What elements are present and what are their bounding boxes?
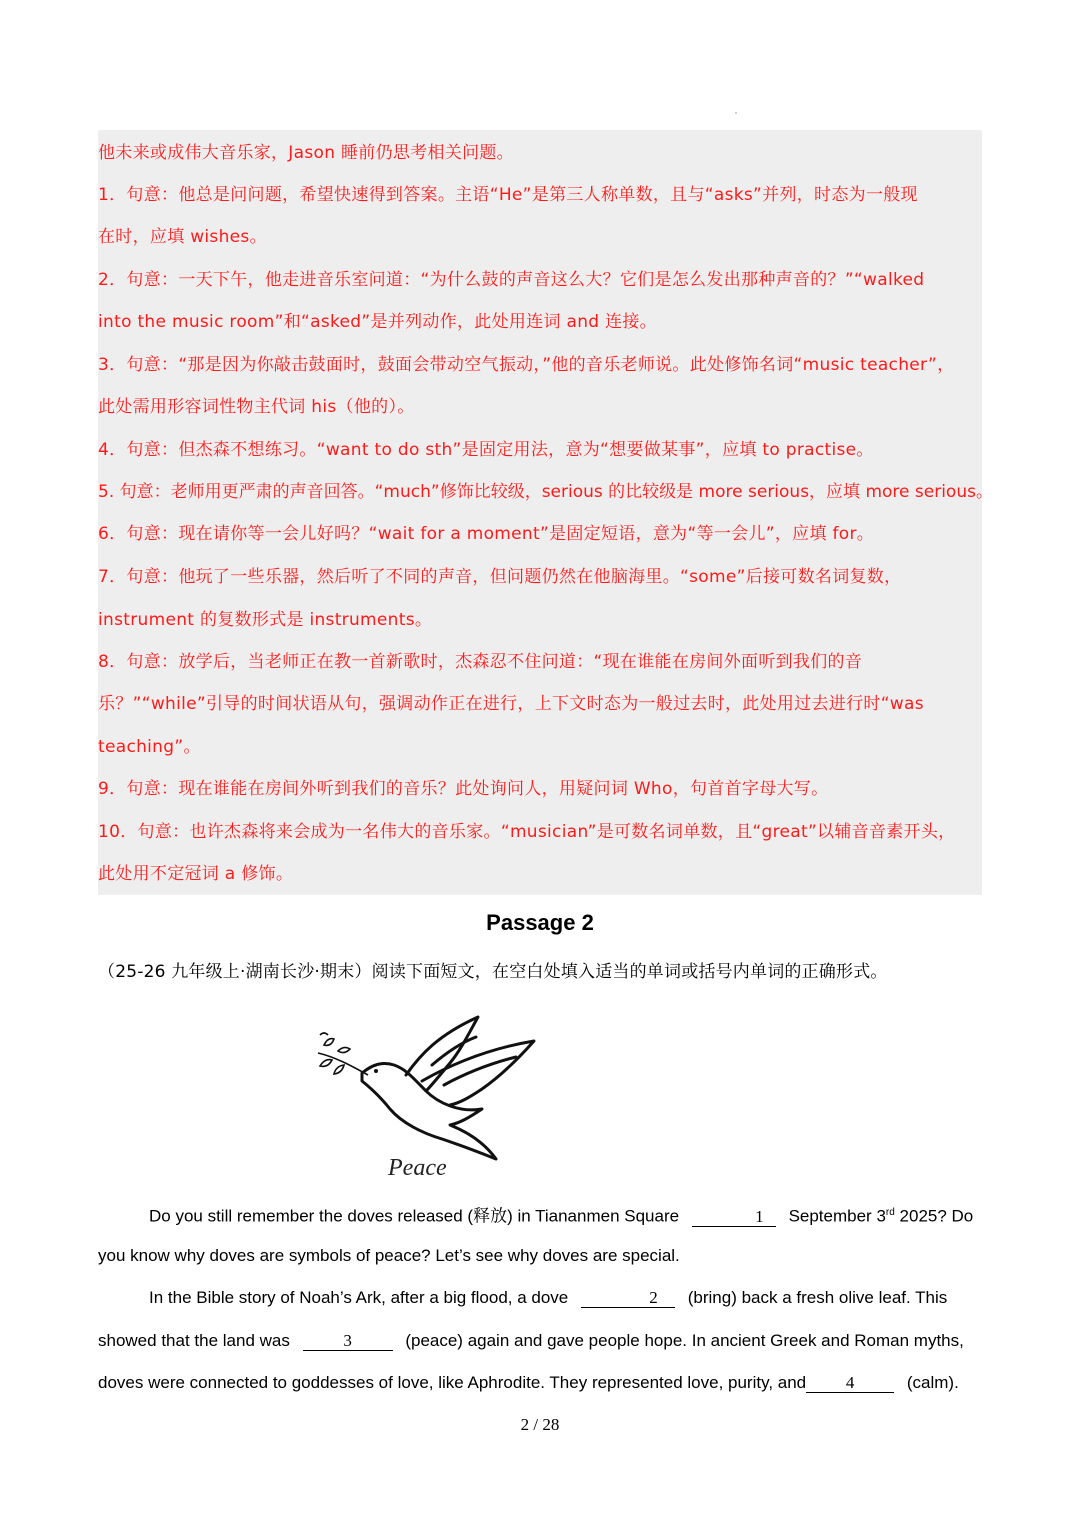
passage-title: Passage 2 bbox=[486, 910, 594, 935]
answer-line: 3．句意：“那是因为你敲击鼓面时，鼓面会带动空气振动，”他的音乐老师说。此处修饰名词“music teacher”， bbox=[98, 355, 955, 375]
answer-line: 此处需用形容词性物主代词 his（他的）。 bbox=[98, 397, 415, 417]
answer-line: 9．句意：现在谁能在房间外听到我们的音乐？此处询问人，用疑问词 Who，句首首字母大写。 bbox=[98, 779, 829, 799]
answer-line: teaching”。 bbox=[98, 737, 201, 757]
answer-line: 6．句意：现在请你等一会儿好吗？“wait for a moment”是固定短语，意为“等一会儿”，应填 for。 bbox=[98, 524, 875, 544]
passage-paragraph-line: In the Bible story of Noah’s Ark, after a big flood, a dove 2 (bring) back a fresh olive leaf. This bbox=[149, 1288, 948, 1307]
dove-eye-icon bbox=[374, 1069, 378, 1073]
answer-line: 4．句意：但杰森不想练习。“want to do sth”是固定用法，意为“想要做某事”，应填 to practise。 bbox=[98, 440, 874, 460]
answer-line: 7．句意：他玩了一些乐器，然后听了不同的声音，但问题仍然在他脑海里。“some”后接可数名词复数， bbox=[98, 567, 902, 587]
blank-3[interactable]: 3 bbox=[303, 1332, 393, 1351]
answer-line: 1．句意：他总是问问题，希望快速得到答案。主语“He”是第三人称单数，且与“asks”并列，时态为一般现 bbox=[98, 185, 918, 205]
peace-dove-image bbox=[310, 1005, 545, 1185]
answer-line: 乐？”“while”引导的时间状语从句，强调动作正在进行，上下文时态为一般过去时，此处用过去进行时“was bbox=[98, 694, 924, 714]
answer-line: instrument 的复数形式是 instruments。 bbox=[98, 610, 433, 630]
answer-line: 此处用不定冠词 a 修饰。 bbox=[98, 864, 294, 884]
blank-1[interactable]: 1 bbox=[692, 1208, 776, 1227]
answer-line: 10．句意：也许杰森将来会成为一名伟大的音乐家。“musician”是可数名词单数，且“great”以辅音音素开头， bbox=[98, 822, 956, 842]
answer-line: 8．句意：放学后，当老师正在教一首新歌时，杰森忍不住问道：“现在谁能在房间外面听到我们的音 bbox=[98, 652, 863, 672]
answer-line: into the music room”和“asked”是并列动作，此处用连词 and 连接。 bbox=[98, 312, 657, 332]
blank-4[interactable]: 4 bbox=[806, 1374, 894, 1393]
blank-2[interactable]: 2 bbox=[581, 1289, 675, 1308]
olive-branch-icon bbox=[318, 1033, 368, 1075]
answer-line: 在时，应填 wishes。 bbox=[98, 227, 267, 247]
peace-caption: Peace bbox=[388, 1155, 447, 1181]
scan-dot bbox=[735, 112, 737, 114]
passage-paragraph-line: Do you still remember the doves released (释放) in Tiananmen Square 1 September 3rd 2025? Do bbox=[149, 1206, 974, 1226]
passage-instruction: （25-26 九年级上·湖南长沙·期末）阅读下面短文，在空白处填入适当的单词或括号内单词的正确形式。 bbox=[98, 962, 888, 982]
answer-line: 5. 句意：老师用更严肃的声音回答。“much”修饰比较级，serious 的比较级是 more serious，应填 more serious。 bbox=[98, 482, 993, 502]
page-number: 2 / 28 bbox=[520, 1415, 560, 1434]
answer-line: 2．句意：一天下午，他走进音乐室问道：“为什么鼓的声音这么大？它们是怎么发出那种声音的？”“walked bbox=[98, 270, 925, 290]
passage-paragraph-line: doves were connected to goddesses of love, like Aphrodite. They represented love, purity, and 4 (calm). bbox=[98, 1373, 959, 1392]
passage-paragraph-line: you know why doves are symbols of peace? Let’s see why doves are special. bbox=[98, 1246, 680, 1265]
passage-paragraph-line: showed that the land was 3 (peace) again and gave people hope. In ancient Greek and Roman myths, bbox=[98, 1331, 964, 1350]
answer-intro: 他未来或成伟大音乐家，Jason 睡前仍思考相关问题。 bbox=[98, 143, 514, 163]
dove-icon bbox=[362, 1017, 534, 1159]
